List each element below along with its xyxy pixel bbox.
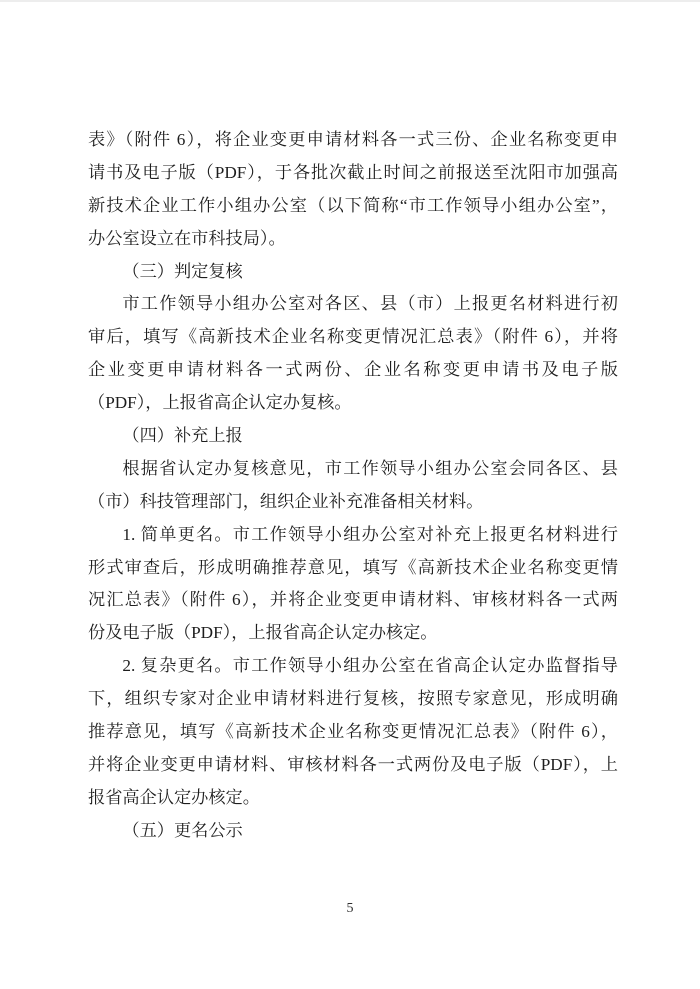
section-heading: （四）补充上报 (122, 426, 243, 446)
text-line: 请书及电子版（PDF），于各批次截止时间之前报送至沈阳市加强高 (88, 162, 618, 182)
text-line: 报省高企认定办核定。 (88, 787, 260, 807)
text-line: 份及电子版（PDF），上报省高企认定办核定。 (88, 623, 438, 643)
text-line: 况汇总表》（附件 6），并将企业变更申请材料、审核材料各一式两 (88, 590, 618, 610)
text-line: 新技术企业工作小组办公室（以下简称“市工作领导小组办公室”， (88, 195, 618, 215)
text-line: 根据省认定办复核意见，市工作领导小组办公室会同各区、县 (122, 458, 618, 478)
text-line: 市工作领导小组办公室对各区、县（市）上报更名材料进行初 (122, 294, 618, 314)
text-line: （PDF），上报省高企认定办复核。 (88, 393, 352, 413)
text-line: 办公室设立在市科技局）。 (88, 228, 286, 248)
text-line: 形式审查后，形成明确推荐意见，填写《高新技术企业名称变更情 (88, 557, 618, 577)
text-line: 2. 复杂更名。市工作领导小组办公室在省高企认定办监督指导 (122, 656, 618, 676)
section-heading: （三）判定复核 (122, 261, 243, 281)
text-line: （市）科技管理部门，组织企业补充准备相关材料。 (88, 491, 484, 511)
page-number: 5 (346, 901, 354, 916)
document-body (88, 124, 618, 848)
section-heading: （五）更名公示 (122, 820, 243, 840)
text-line: 1. 简单更名。市工作领导小组办公室对补充上报更名材料进行 (122, 524, 618, 544)
text-line: 企业变更申请材料各一式两份、企业名称变更申请书及电子版 (88, 360, 618, 380)
text-line: 表》（附件 6），将企业变更申请材料各一式三份、企业名称变更申 (88, 130, 618, 149)
text-line: 审后，填写《高新技术企业名称变更情况汇总表》（附件 6），并将 (88, 327, 618, 347)
text-line: 下，组织专家对企业申请材料进行复核，按照专家意见，形成明确 (88, 689, 618, 709)
text-line: 推荐意见，填写《高新技术企业名称变更情况汇总表》（附件 6）， (88, 722, 618, 742)
text-line: 并将企业变更申请材料、审核材料各一式两份及电子版（PDF），上 (88, 754, 618, 774)
